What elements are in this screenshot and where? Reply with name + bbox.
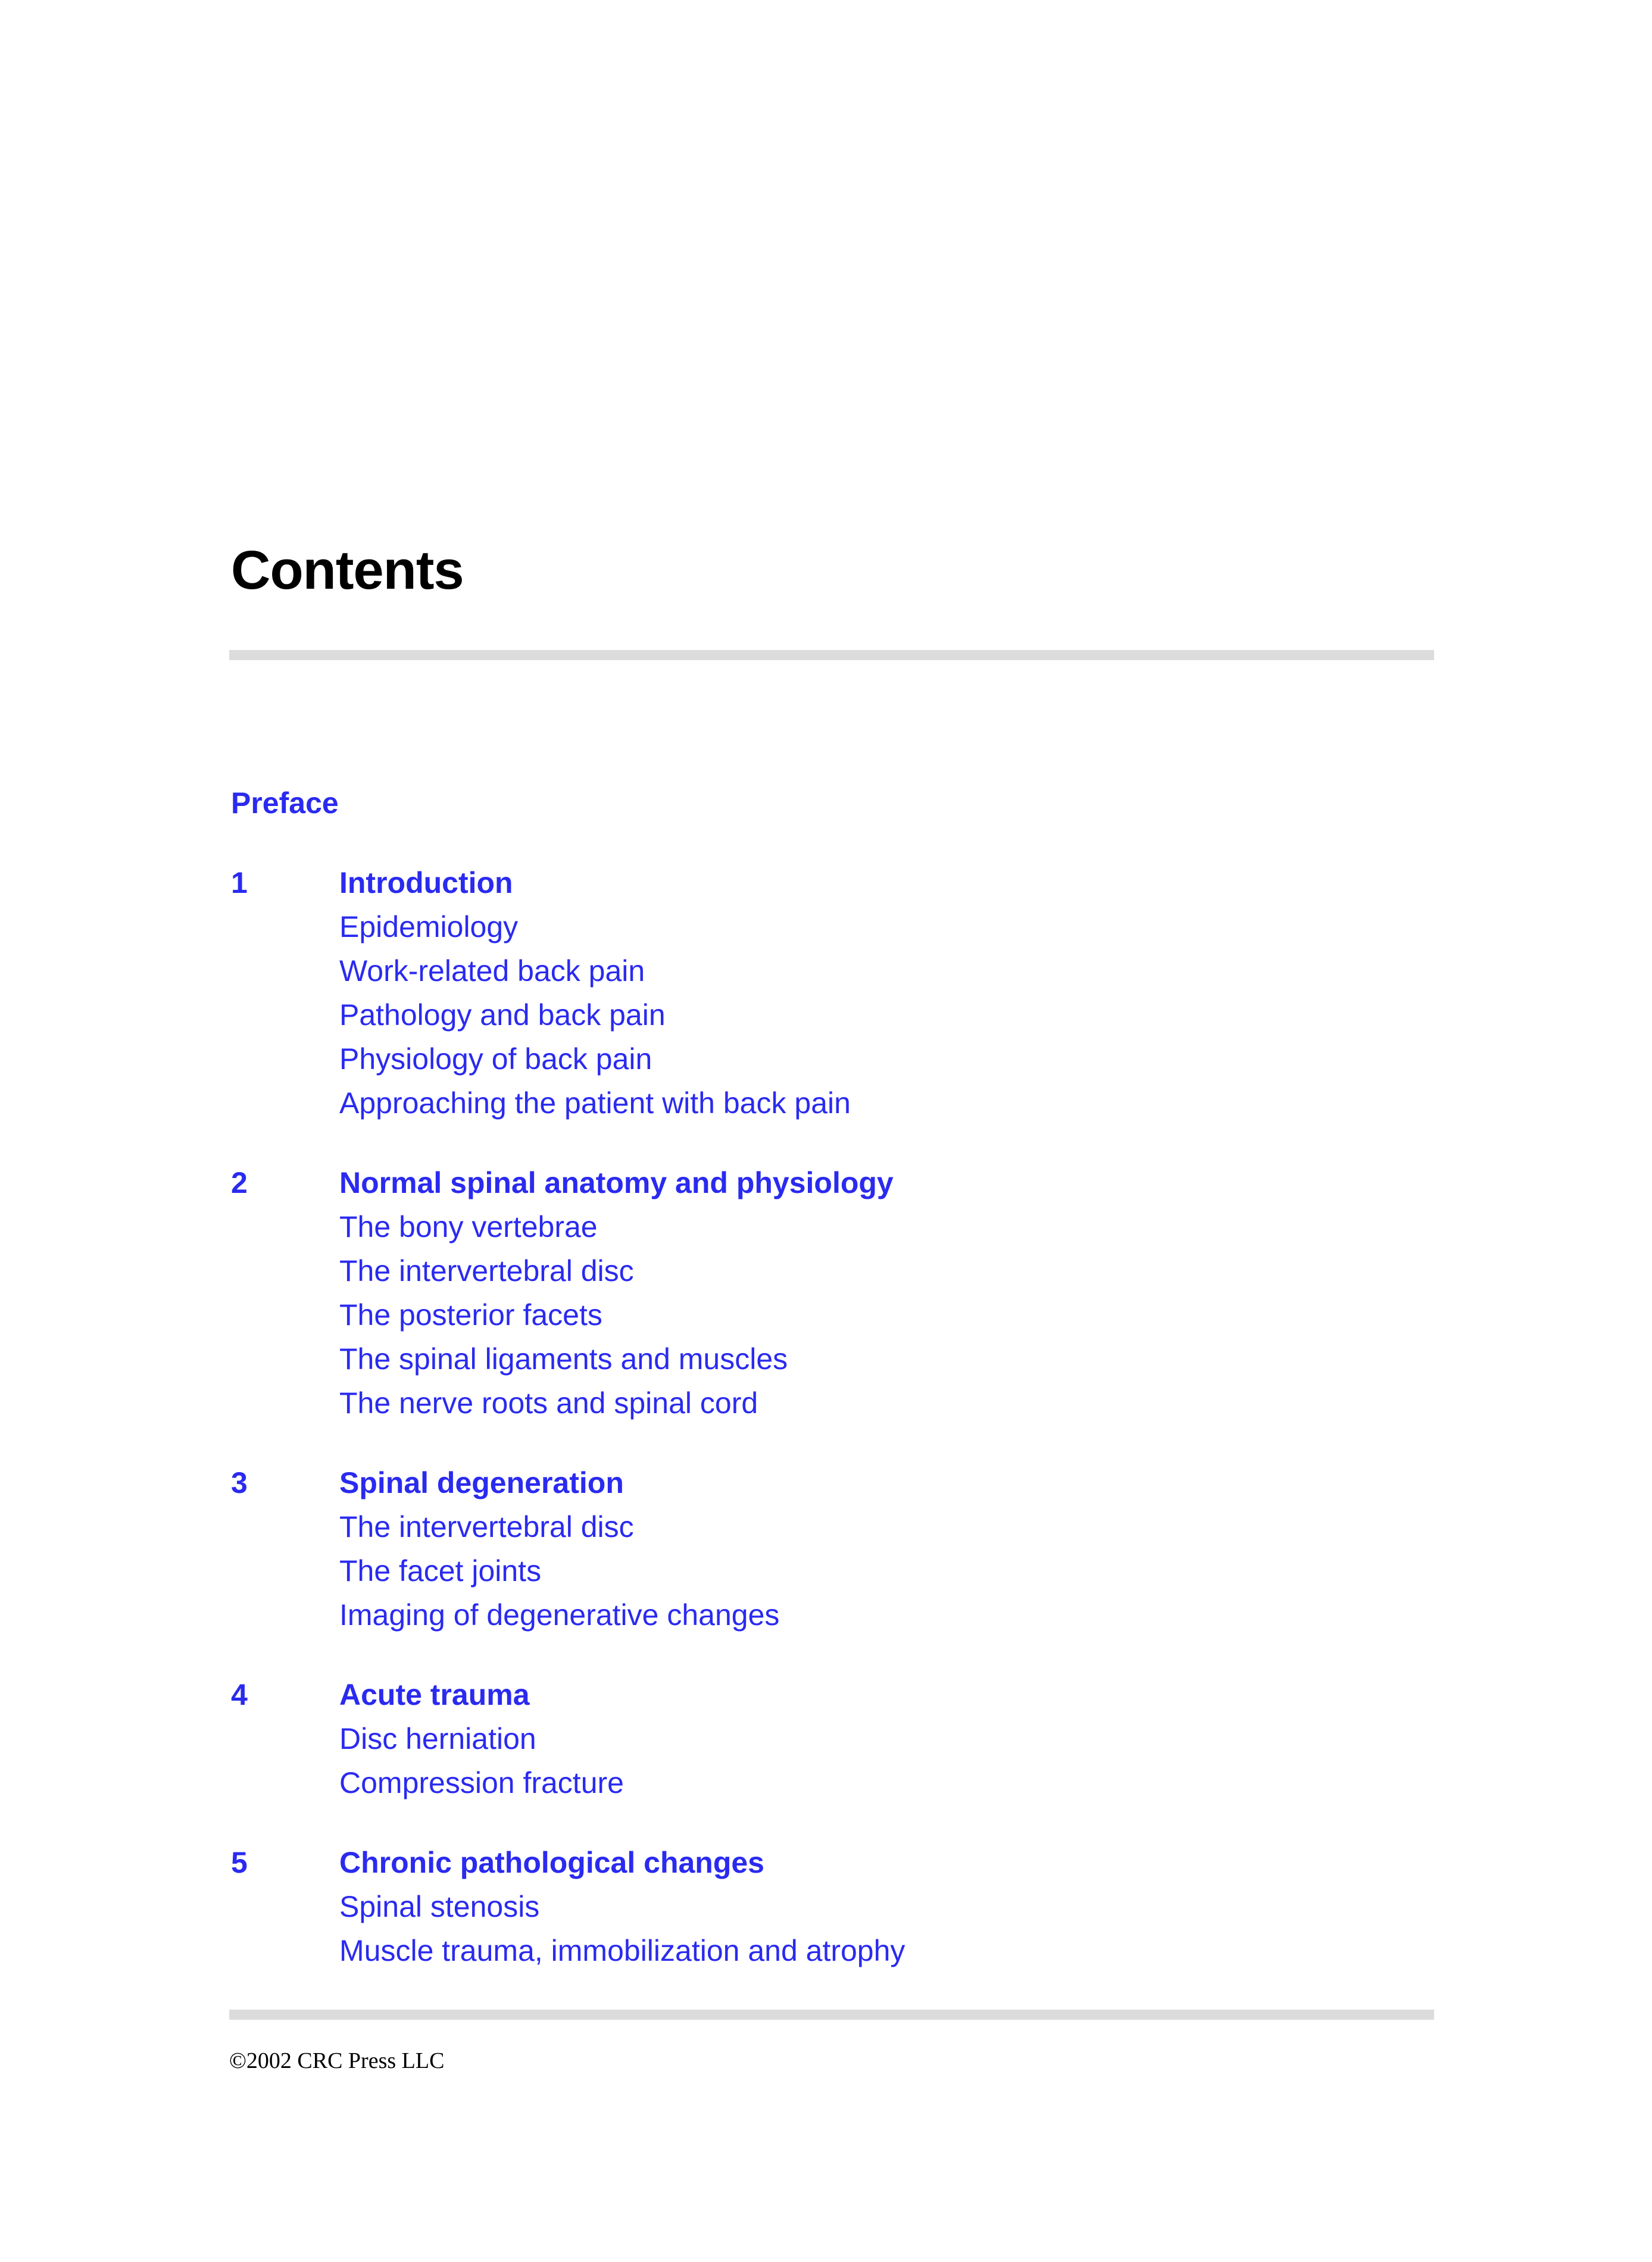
chapter-title-link[interactable]: Normal spinal anatomy and physiology: [339, 1166, 894, 1199]
toc-chapter: [231, 1461, 1362, 1637]
toc-chapter: [231, 1161, 1362, 1425]
page-title: Contents: [231, 540, 464, 601]
table-of-contents: [231, 781, 1362, 2008]
toc-preface-link[interactable]: Preface: [231, 786, 339, 820]
section-link[interactable]: Pathology and back pain: [339, 998, 666, 1032]
toc-chapter: [231, 861, 1362, 1125]
toc-chapter: [231, 1673, 1362, 1805]
section-link[interactable]: Physiology of back pain: [339, 1042, 652, 1076]
top-divider: [229, 650, 1434, 660]
toc-chapter: [231, 1841, 1362, 1973]
section-link[interactable]: Disc herniation: [339, 1722, 536, 1755]
section-link[interactable]: The bony vertebrae: [339, 1210, 598, 1244]
section-link[interactable]: The intervertebral disc: [339, 1510, 634, 1544]
section-link[interactable]: Approaching the patient with back pain: [339, 1086, 851, 1120]
section-link[interactable]: The facet joints: [339, 1554, 542, 1588]
chapter-number: 4: [231, 1678, 248, 1711]
chapter-title-link[interactable]: Introduction: [339, 866, 513, 899]
section-link[interactable]: Compression fracture: [339, 1766, 624, 1799]
chapter-title-link[interactable]: Spinal degeneration: [339, 1466, 624, 1499]
copyright-notice: ©2002 CRC Press LLC: [229, 2048, 445, 2073]
chapter-title-link[interactable]: Acute trauma: [339, 1678, 530, 1711]
section-link[interactable]: The intervertebral disc: [339, 1254, 634, 1288]
chapter-number: 2: [231, 1166, 248, 1199]
bottom-divider: [229, 2010, 1434, 2020]
section-link[interactable]: The nerve roots and spinal cord: [339, 1386, 758, 1420]
section-link[interactable]: The posterior facets: [339, 1298, 602, 1332]
chapter-number: 1: [231, 866, 248, 899]
chapter-title-link[interactable]: Chronic pathological changes: [339, 1846, 764, 1879]
chapter-number: 3: [231, 1466, 248, 1499]
section-link[interactable]: Muscle trauma, immobilization and atrophy: [339, 1934, 905, 1967]
section-link[interactable]: The spinal ligaments and muscles: [339, 1342, 788, 1376]
chapter-number: 5: [231, 1846, 248, 1879]
section-link[interactable]: Epidemiology: [339, 910, 519, 943]
section-link[interactable]: Imaging of degenerative changes: [339, 1598, 780, 1632]
section-link[interactable]: Spinal stenosis: [339, 1890, 540, 1923]
section-link[interactable]: Work-related back pain: [339, 954, 645, 988]
